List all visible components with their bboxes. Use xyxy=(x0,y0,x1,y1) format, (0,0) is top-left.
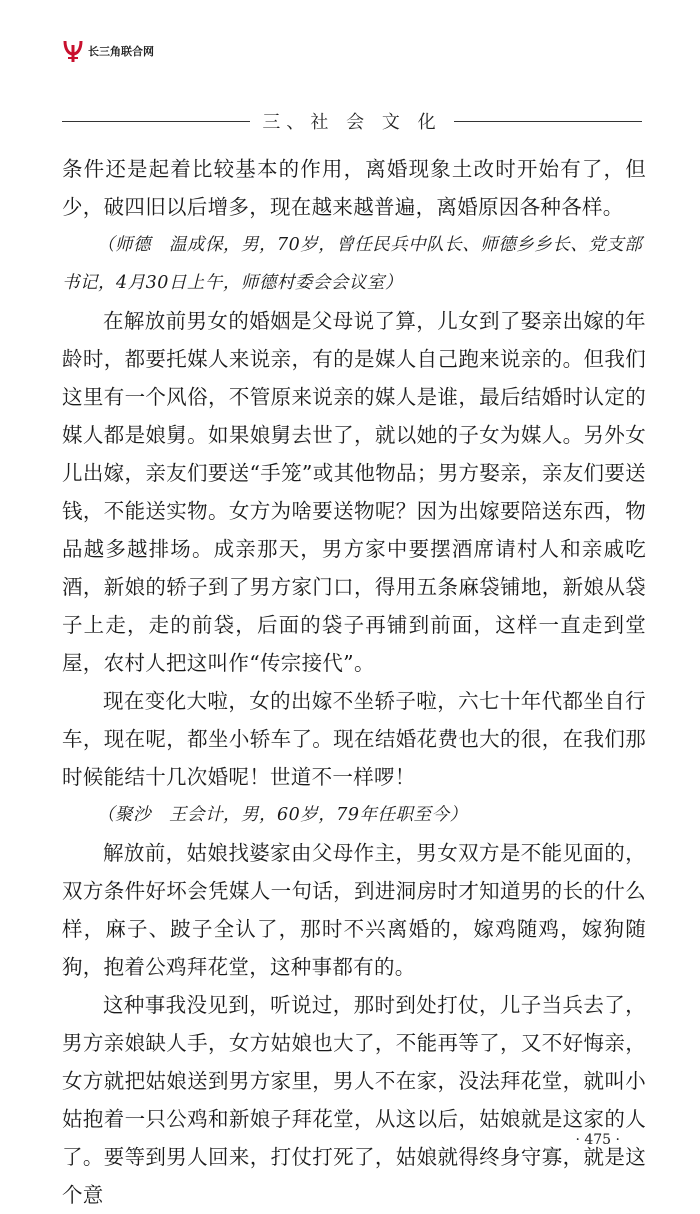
body-text xyxy=(62,150,646,1214)
paragraph-continuation: 条件还是起着比较基本的作用，离婚现象土改时开始有了，但少，破四旧以后增多，现在越来越普遍，离婚原因各种各样。 xyxy=(62,157,646,219)
paragraph: 这种事我没见到，听说过，那时到处打仗，儿子当兵去了，男方亲娘缺人手，女方姑娘也大了，不能再等了，又不好悔亲，女方就把姑娘送到男方家里，男人不在家，没法拜花堂，就叫小姑抱着一只公鸡和新娘子拜花堂，从这以后，姑娘就是这家的人了。要等到男人回来，打仗打死了，姑娘就得终身守寡，就是这个意 xyxy=(62,993,646,1207)
source-note: （聚沙 王会计，男，60岁，79年任职至今） xyxy=(97,805,468,825)
section-title: 三、社 会 文 化 xyxy=(262,112,442,133)
logo-text: 长三角联合网 xyxy=(88,45,154,58)
running-header xyxy=(62,108,642,134)
paragraph: 解放前，姑娘找婆家由父母作主，男女双方是不能见面的，双方条件好坏会凭媒人一句话，到进洞房时才知道男的长的什么样，麻子、跛子全认了，那时不兴离婚的，嫁鸡随鸡，嫁狗随狗，抱着公鸡拜花堂，这种事都有的。 xyxy=(62,841,646,979)
page-number: · 475 · xyxy=(575,1132,620,1148)
source-note: （师德 温成保，男，70岁，曾任民兵中队长、师德乡乡长、党支部书记，4月30日上午，师德村委会会议室） xyxy=(62,235,643,293)
logo-icon xyxy=(62,38,84,64)
paragraph: 现在变化大啦，女的出嫁不坐轿子啦，六七十年代都坐自行车，现在呢，都坐小轿车了。现在结婚花费也大的很，在我们那时候能结十几次婚呢！世道不一样啰！ xyxy=(62,689,646,789)
header-rule-left xyxy=(62,121,250,122)
header-rule-right xyxy=(454,121,642,122)
site-logo xyxy=(62,38,154,64)
paragraph: 在解放前男女的婚姻是父母说了算，儿女到了娶亲出嫁的年龄时，都要托媒人来说亲，有的是媒人自己跑来说亲的。但我们这里有一个风俗，不管原来说亲的媒人是谁，最后结婚时认定的媒人都是娘舅。如果娘舅去世了，就以她的子女为媒人。另外女儿出嫁，亲友们要送“手笼”或其他物品；男方娶亲，亲友们要送钱，不能送实物。女方为啥要送物呢？因为出嫁要陪送东西，物品越多越排场。成亲那天，男方家中要摆酒席请村人和亲戚吃酒，新娘的轿子到了男方家门口，得用五条麻袋铺地，新娘从袋子上走，走的前袋，后面的袋子再铺到前面，这样一直走到堂屋，农村人把这叫作“传宗接代”。 xyxy=(62,309,646,675)
